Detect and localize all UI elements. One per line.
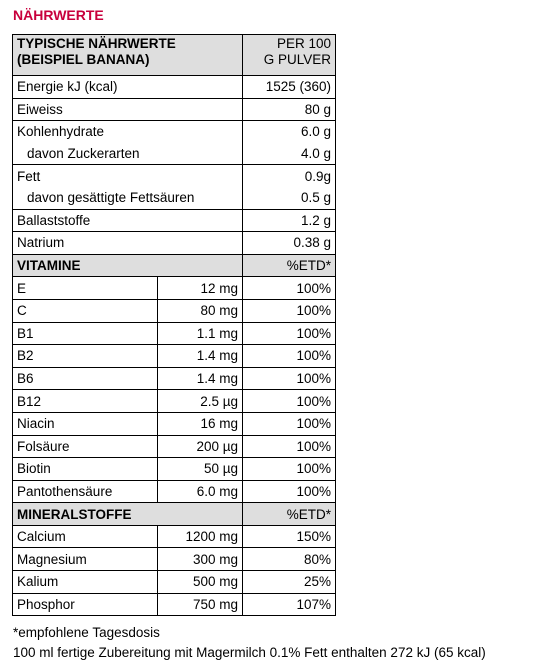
minerals-header: MINERALSTOFFE xyxy=(13,503,243,526)
table-row xyxy=(13,165,336,187)
mineral-amount: 750 mg xyxy=(158,593,243,616)
section-title: NÄHRWERTE xyxy=(13,7,104,23)
table-row xyxy=(13,76,336,99)
vitamins-header: VITAMINE xyxy=(13,254,243,277)
nutrient-name: Fett xyxy=(13,165,243,187)
table-row xyxy=(13,367,336,390)
vitamin-name: B1 xyxy=(13,322,158,345)
table-row xyxy=(13,299,336,322)
vitamin-pct: 100% xyxy=(243,345,336,368)
table-row xyxy=(13,593,336,616)
nutrition-table xyxy=(12,34,336,616)
table-row xyxy=(13,571,336,594)
mineral-pct: 150% xyxy=(243,525,336,548)
nutrient-name: Natrium xyxy=(13,232,243,255)
table-row xyxy=(13,345,336,368)
table-row xyxy=(13,458,336,481)
vitamin-name: E xyxy=(13,277,158,300)
vitamin-name: Biotin xyxy=(13,458,158,481)
nutrient-value: 1.2 g xyxy=(243,209,336,232)
table-row xyxy=(13,143,336,165)
table-row xyxy=(13,322,336,345)
mineral-name: Calcium xyxy=(13,525,158,548)
vitamin-amount: 16 mg xyxy=(158,412,243,435)
minerals-header-row xyxy=(13,503,336,526)
mineral-pct: 25% xyxy=(243,571,336,594)
vitamin-amount: 6.0 mg xyxy=(158,480,243,503)
vitamins-header-row xyxy=(13,254,336,277)
table-row xyxy=(13,412,336,435)
nutrient-name: Kohlenhydrate xyxy=(13,121,243,143)
nutrient-name: davon gesättigte Fettsäuren xyxy=(13,187,243,209)
table-row xyxy=(13,232,336,255)
nutrient-value: 0.5 g xyxy=(243,187,336,209)
header-label: TYPISCHE NÄHRWERTE (BEISPIEL BANANA) xyxy=(13,35,243,76)
vitamin-pct: 100% xyxy=(243,390,336,413)
vitamin-pct: 100% xyxy=(243,458,336,481)
table-row xyxy=(13,480,336,503)
vitamin-pct: 100% xyxy=(243,367,336,390)
table-header-row xyxy=(13,35,336,76)
footnote: *empfohlene Tagesdosis xyxy=(13,625,160,640)
mineral-pct: 107% xyxy=(243,593,336,616)
preparation-note: 100 ml fertige Zubereitung mit Magermilch 0.1% Fett enthalten 272 kJ (65 kcal) xyxy=(13,645,486,660)
vitamin-amount: 1.1 mg xyxy=(158,322,243,345)
mineral-amount: 1200 mg xyxy=(158,525,243,548)
nutrient-value: 4.0 g xyxy=(243,143,336,165)
vitamin-name: B12 xyxy=(13,390,158,413)
vitamin-amount: 80 mg xyxy=(158,299,243,322)
vitamin-pct: 100% xyxy=(243,322,336,345)
table-row xyxy=(13,277,336,300)
vitamin-pct: 100% xyxy=(243,435,336,458)
vitamin-pct: 100% xyxy=(243,299,336,322)
nutrient-value: 80 g xyxy=(243,98,336,121)
table-row xyxy=(13,548,336,571)
vitamin-name: Pantothensäure xyxy=(13,480,158,503)
table-row xyxy=(13,435,336,458)
table-row xyxy=(13,98,336,121)
table-row xyxy=(13,121,336,143)
vitamin-amount: 2.5 µg xyxy=(158,390,243,413)
nutrient-name: Eiweiss xyxy=(13,98,243,121)
vitamin-amount: 12 mg xyxy=(158,277,243,300)
nutrient-value: 1525 (360) xyxy=(243,76,336,99)
mineral-pct: 80% xyxy=(243,548,336,571)
vitamin-pct: 100% xyxy=(243,480,336,503)
vitamin-pct: 100% xyxy=(243,412,336,435)
vitamin-amount: 1.4 mg xyxy=(158,345,243,368)
nutrient-name: Ballaststoffe xyxy=(13,209,243,232)
mineral-name: Magnesium xyxy=(13,548,158,571)
nutrient-value: 6.0 g xyxy=(243,121,336,143)
table-row xyxy=(13,187,336,209)
vitamin-name: B6 xyxy=(13,367,158,390)
table-row xyxy=(13,525,336,548)
mineral-name: Kalium xyxy=(13,571,158,594)
table-row xyxy=(13,390,336,413)
vitamin-name: Folsäure xyxy=(13,435,158,458)
vitamin-amount: 200 µg xyxy=(158,435,243,458)
vitamin-pct: 100% xyxy=(243,277,336,300)
mineral-name: Phosphor xyxy=(13,593,158,616)
vitamin-name: Niacin xyxy=(13,412,158,435)
mineral-amount: 500 mg xyxy=(158,571,243,594)
vitamin-name: C xyxy=(13,299,158,322)
vitamin-name: B2 xyxy=(13,345,158,368)
vitamins-header-unit: %ETD* xyxy=(243,254,336,277)
nutrient-name: davon Zuckerarten xyxy=(13,143,243,165)
nutrient-value: 0.38 g xyxy=(243,232,336,255)
table-row xyxy=(13,209,336,232)
mineral-amount: 300 mg xyxy=(158,548,243,571)
nutrient-name: Energie kJ (kcal) xyxy=(13,76,243,99)
minerals-header-unit: %ETD* xyxy=(243,503,336,526)
nutrient-value: 0.9g xyxy=(243,165,336,187)
vitamin-amount: 1.4 mg xyxy=(158,367,243,390)
header-unit: PER 100 G PULVER xyxy=(243,35,336,76)
vitamin-amount: 50 µg xyxy=(158,458,243,481)
